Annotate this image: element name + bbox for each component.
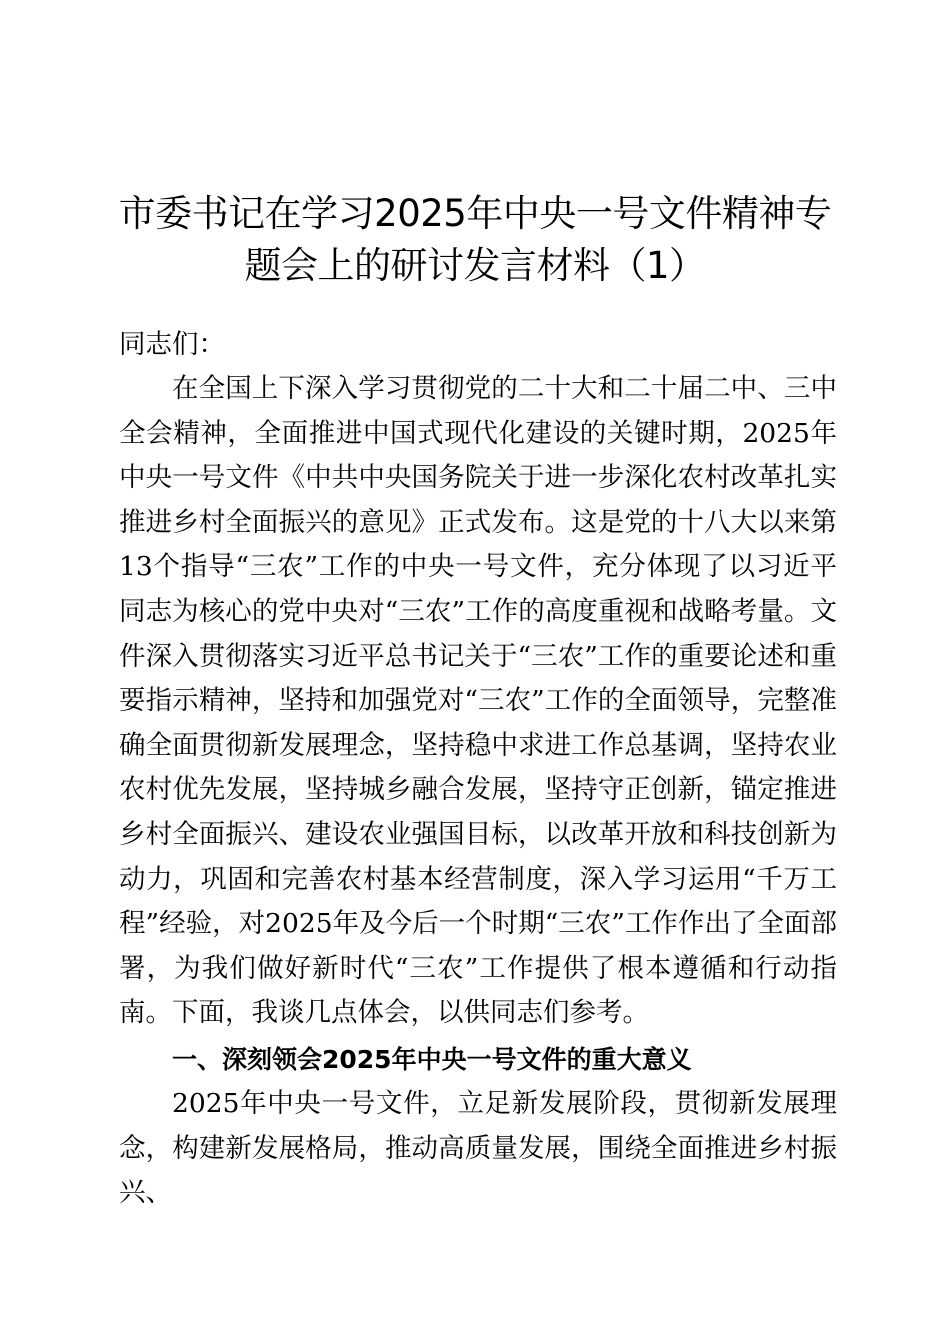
section-paragraph: 2025年中央一号文件，立足新发展阶段，贯彻新发展理念，构建新发展格局，推动高质量发展，围绕全面推进乡村振兴、 (119, 1088, 837, 1209)
salutation: 同志们： (119, 329, 225, 360)
section-heading: 一、深刻领会2025年中央一号文件的重大意义 (172, 1045, 692, 1074)
intro-paragraph: 在全国上下深入学习贯彻党的二十大和二十届二中、三中全会精神，全面推进中国式现代化建设的关键时期，2025年中央一号文件《中共中央国务院关于进一步深化农村改革扎实推进乡村全面振兴的意见》正式发布。这是党的十八大以来第13个指导“三农”工作的中央一号文件，充分体现了以习近平同志为核心的党中央对“三农”工作的高度重视和战略考量。文件深入贯彻落实习近平总书记关于“三农”工作的重要论述和重要指示精神，坚持和加强党对“三农”工作的全面领导，完整准确全面贯彻新发展理念，坚持稳中求进工作总基调，坚持农业农村优先发展，坚持城乡融合发展，坚持守正创新，锚定推进乡村全面振兴、建设农业强国目标，以改革开放和科技创新为动力，巩固和完善农村基本经营制度，深入学习运用“千万工程”经验，对2025年及今后一个时期“三农”工作作出了全面部署，为我们做好新时代“三农”工作提供了根本遵循和行动指南。下面，我谈几点体会，以供同志们参考。 (119, 373, 837, 1029)
document-title: 市委书记在学习2025年中央一号文件精神专题会上的研讨发言材料（1） (118, 192, 832, 287)
